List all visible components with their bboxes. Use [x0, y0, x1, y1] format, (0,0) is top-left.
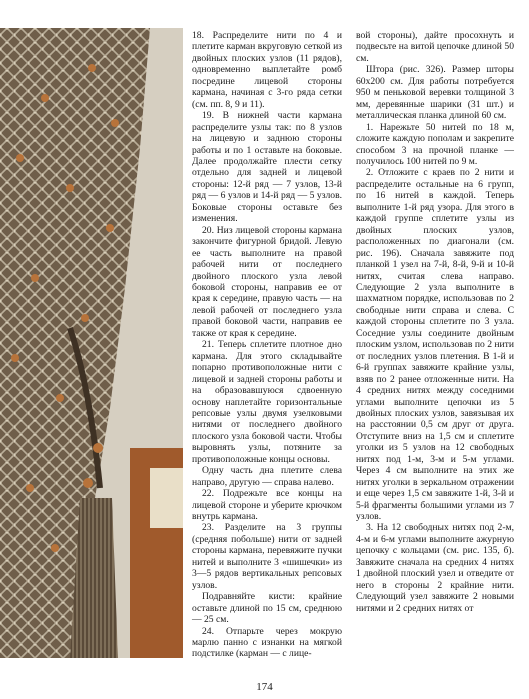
paragraph-20: 20. Низ лицевой стороны кармана закончите фигурной бридой. Левую ее часть выполните на правой рабочей нити от последнего двойного плоского узла левой боковой стороны, направив ее от края к середине, правую часть — на левой рабочей от последнего узла правой боковой части, направив ее также от края к середине.: [192, 224, 342, 339]
paragraph-step-3: 3. На 12 свободных нитях под 2-м, 4-м и 6-м углами выполните ажурную цепочку с кольцами (см. рис. 135, б). Завяжите сначала на средних 4 нитях 1 двойной плоский узел и отведите от него в стороны 2 крайние нити. Следующий узел завяжите 2 новыми нитями и 2 средних нитях от: [356, 522, 514, 614]
page-number: 174: [256, 681, 273, 693]
paragraph-21-note: Одну часть дна плетите слева направо, другую — справа налево.: [192, 465, 342, 488]
paragraph-step-2: 2. Отложите с краев по 2 нити и распределите остальные на 6 групп, по 16 нитей в каждой. Теперь выполните 1-й ряд узора. Для этого в каждой группе сплетите узлы из двойных плоских узлов, расположенных по диагонали (см. рис. 196). Сначала завяжите под планкой 1 узел на 7-й, 8-й, 9-й и 10-й нитях, считая слева направо. Следующие 2 узла выполните в шахматном порядке, использовав по 2 свободные нити справа и слева. С каждой стороны сплетите по 3 узла. Соседние узлы соедините двойным плоским узлом, использовав по 2 нити от последних узлов плетения. В 1-й и 6-й группах завяжите крайние узлы, взяв по 2 ранее отложенные нити. На 4 средних нитях между соседними углами выполните цепочки из 5 двойных плоских узлов, завязывая их на расстоянии 0,5 см друг от друга. Отступите вниз на 1,5 см и сплетите уголки из 5 узлов на 12 свободных нитях под 1-м, 3-м и 5-м углами. Через 4 см выполните на этих же нитях уголки в зеркальном отражении и еще через 1,5 см завяжите 1-й, 3-й и 5-й фрагменты большими углами из 7 узлов.: [356, 167, 514, 523]
paragraph-24: 24. Отпарьте через мокрую марлю панно с изнанки на мягкой подстилке (карман — с лице-: [192, 625, 342, 660]
paragraph-24-continued: вой стороны), дайте просохнуть и подвесьте на витой цепочке длиной 50 см.: [356, 30, 514, 64]
text-column-left: [192, 30, 342, 660]
paragraph-step-1: 1. Нарежьте 50 нитей по 18 м, сложите каждую пополам и закрепите способом 3 на прочной планке — получилось 100 нитей по 9 м.: [356, 121, 514, 167]
paragraph-curtain-intro: Штора (рис. 326). Размер шторы 60х200 см. Для работы потребуется 950 м пеньковой веревки толщиной 3 мм, деревянные шарики (31 шт.) и металлическая планка длиной 60 см.: [356, 64, 514, 122]
macrame-curtain-photo: [0, 28, 183, 658]
paragraph-22: 22. Подрежьте все концы на лицевой стороне и уберите крючком внутрь кармана.: [192, 488, 342, 523]
paragraph-18: 18. Распределите нити по 4 и плетите карман вкруговую сеткой из двойных плоских узлов (11 рядов), одновременно выплетайте ромб посредине лицевой стороны кармана, начиная с 3-го ряда сетки (см. пп. 8, 9 и 11).: [192, 30, 342, 110]
paragraph-23: 23. Разделите на 3 группы (средняя побольше) нити от задней стороны кармана, перевяжите пучки нитей и выполните 3 «шишечки» из 3—5 рядов вертикальных репсовых узлов.: [192, 522, 342, 591]
paragraph-23-note: Подравняйте кисти: крайние оставьте длиной по 15 см, среднюю — 25 см.: [192, 591, 342, 626]
macrame-curtain-illustration: [0, 28, 183, 658]
text-column-right: [356, 30, 514, 614]
paragraph-19: 19. В нижней части кармана распределите узлы так: по 8 узлов на лицевую и заднюю стороны работы и по 1 оставьте на боковые. Далее продолжайте плести сетку отдельно для задней и лицевой стороны: 12-й ряд — 7 узлов, 13-й ряд — 6 узлов и 14-й ряд — 5 узлов. Боковые стороны оставьте без изменения.: [192, 110, 342, 225]
paragraph-21: 21. Теперь сплетите плотное дно кармана. Для этого складывайте попарно противоположные нити с лицевой и задней стороны работы и на образовавшуюся сдвоенную основу наплетайте горизонтальные репсовые узлы двумя узелковыми нитями от последнего двойного плоского узла боковой части. Чтобы выровнять узлы, потяните за противоположные концы основы.: [192, 339, 342, 465]
